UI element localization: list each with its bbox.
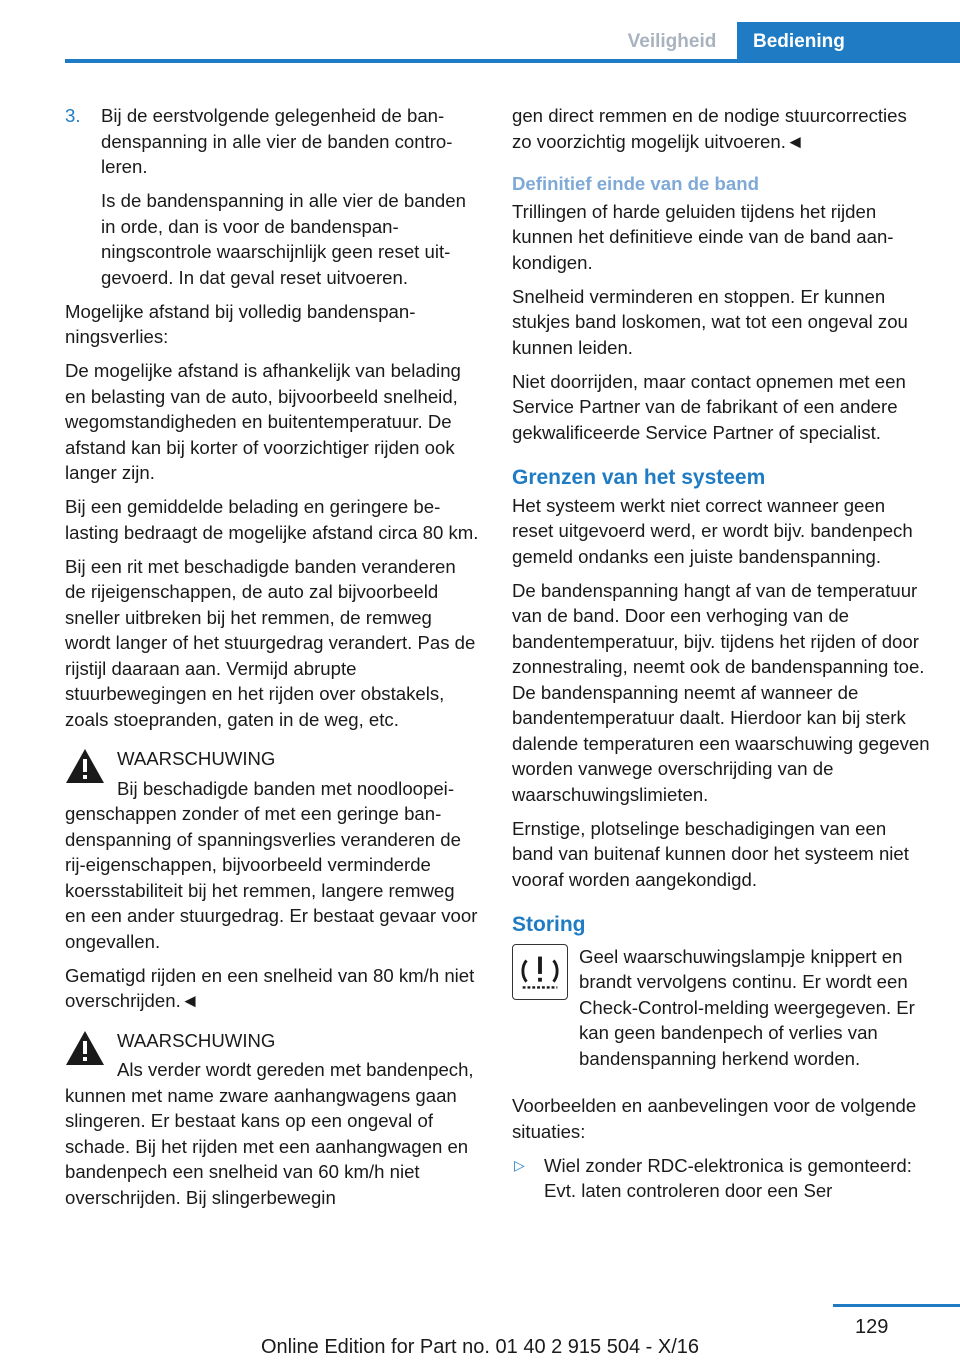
numbered-item-3 (65, 103, 480, 290)
subheading: Definitief einde van de band (512, 173, 759, 194)
fault-block (512, 944, 930, 1072)
warning-title: WAARSCHUWING (117, 748, 276, 769)
warning-triangle-icon (65, 1030, 105, 1066)
paragraph: Bij een rit met beschadigde banden veranderen de rijeigenschappen, de auto zal bijvoorbeeld sneller uitbreken bij het remmen, de remweg wordt langer of het stuurgedrag verandert. Pas de rijstijl daaraan aan. Vermijd abrupte stuurbewegingen en het rijden over obstakels, zoals stoepranden, gaten in de weg, etc. (65, 555, 476, 730)
list-item-text: Wiel zonder RDC-elektronica is gemonteerd: Evt. laten controleren door een Ser (544, 1154, 912, 1201)
section-heading: Storing (512, 913, 586, 936)
section-heading: Grenzen van het systeem (512, 466, 766, 489)
paragraph: Bij een gemiddelde belading en geringere belasting bedraagt de mogelijke afstand circa 80 km. (65, 496, 479, 543)
edition-footer: Online Edition for Part no. 01 40 2 915 504 - X/16 (260, 1336, 700, 1358)
warning-triangle-icon (65, 748, 105, 784)
tire-pressure-warning-icon (512, 944, 568, 1000)
page-number: 129 (855, 1316, 889, 1338)
paragraph: Ernstige, plotselinge beschadigingen van een band van buitenaf kunnen door het systeem niet vooraf worden aangekondigd. (512, 817, 909, 890)
warning-title: WAARSCHUWING (117, 1029, 276, 1051)
paragraph: Voorbeelden en aanbevelingen voor de volgende situaties: (512, 1095, 917, 1142)
item-number: 3. (65, 105, 81, 126)
warning-text: Gematigd rijden en een snelheid van 80 km/h niet overschrijden.◄ (65, 964, 475, 1011)
page-header (0, 22, 960, 64)
warning-box (65, 1028, 480, 1211)
item-text: Bij de eerstvolgende gelegenheid de bandenspanning in alle vier de banden controleren. (101, 105, 453, 177)
paragraph: Geel waarschuwingslampje knippert en brandt vervolgens continu. Er wordt een Check-Control-melding weergegeven. Er kan geen bandenpech of verlies van bandenspanning herkend worden. (579, 945, 915, 1069)
paragraph: Snelheid verminderen en stoppen. Er kunnen stukjes band loskomen, wat tot een ongeval zou kunnen leiden. (512, 285, 908, 358)
item-subtext: Is de bandenspanning in alle vier de banden in orde, dan is voor de bandenspanningscontrole waarschijnlijk geen reset uitgevoerd. In dat geval reset uitvoeren. (101, 190, 466, 288)
paragraph: De mogelijke afstand is afhankelijk van belading en belasting van de auto, bijvoorbeeld snelheid, wegomstandigheden en buitentemperatuur. De afstand kan bij korter of voorzichtiger rijden ook langer zijn. (65, 360, 461, 483)
warning-box (65, 746, 480, 1014)
paragraph: De bandenspanning hangt af van de temperatuur van de band. Door een verhoging van de bandentemperatuur, bijv. tijdens het rijden of door zonnestraling, neemt ook de bandenspanning toe. De bandenspanning neemt af wanneer de bandentemperatuur daalt. Hierdoor kan bij sterk dalende temperaturen een waarschuwing gegeven worden vanwege overschrijding van de waarschuwingslimieten. (512, 579, 930, 805)
list-item (512, 1153, 930, 1204)
paragraph: Mogelijke afstand bij volledig bandenspanningsverlies: (65, 300, 416, 347)
left-column (65, 103, 480, 1219)
warning-text: Als verder wordt gereden met bandenpech, kunnen met name zware aanhangwagens gaan slingeren. Er bestaat kans op een ongeval of schade. Bij het rijden met een aanhangwagen en bandenpech een snelheid van 60 km/h niet overschrijden. Bij slingerbewegin (65, 1059, 474, 1208)
paragraph: Trillingen of harde geluiden tijdens het rijden kunnen het definitieve einde van de band aankondigen. (512, 200, 894, 273)
paragraph: Niet doorrijden, maar contact opnemen met een Service Partner van de fabrikant of een andere gekwalificeerde Service Partner of specialist. (512, 370, 906, 443)
bullet-triangle-icon: ▷ (514, 1156, 525, 1173)
paragraph: Het systeem werkt niet correct wanneer geen reset uitgevoerd werd, er wordt bijv. bandenpech gemeld ondanks een juiste bandenspanning. (512, 494, 913, 567)
tab-bediening[interactable]: Bediening (737, 22, 960, 63)
warning-text: Bij beschadigde banden met noodloopeigenschappen zonder of met een geringe bandenspanning of spanningsverlies veranderen de rij-eigenschappen, bijvoorbeeld verminderde koersstabiliteit bij het remmen, langere remweg en een ander stuurgedrag. Er bestaat gevaar voor ongevallen. (65, 777, 478, 952)
paragraph: gen direct remmen en de nodige stuurcorrecties zo voorzichtig mogelijk uitvoeren.◄ (512, 105, 907, 152)
footer-rule (833, 1304, 960, 1307)
header-rule (65, 59, 960, 63)
right-column (512, 103, 930, 1212)
tab-veiligheid[interactable]: Veiligheid (627, 31, 717, 52)
